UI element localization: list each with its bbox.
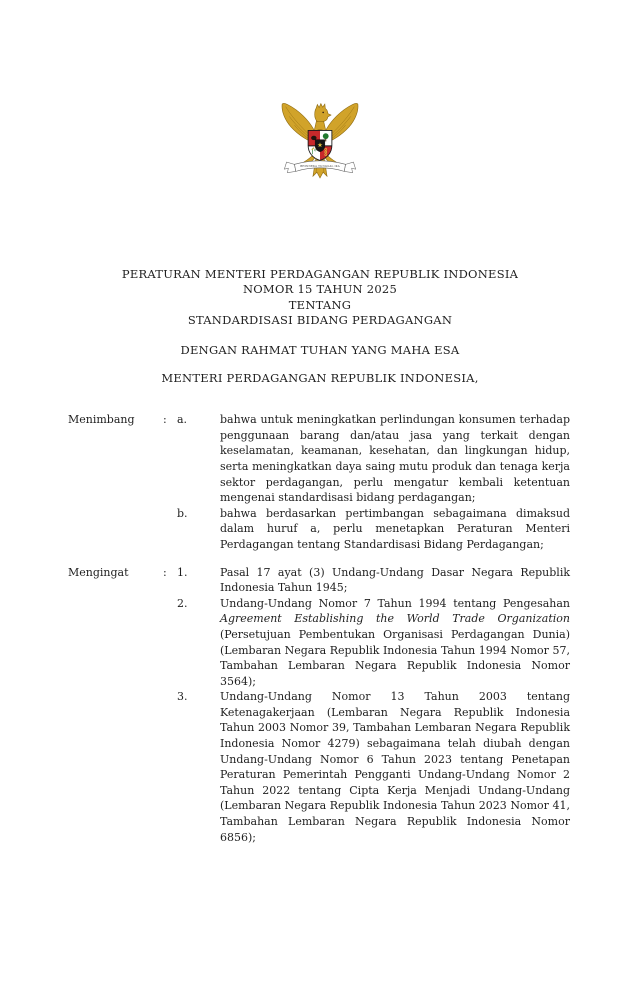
section-label: Mengingat [68, 565, 129, 579]
item-marker: b. [177, 506, 188, 520]
list-item [177, 412, 570, 506]
section-items [177, 565, 570, 846]
section-menimbang [68, 412, 570, 552]
section-label: Menimbang [68, 413, 135, 427]
title-block [0, 267, 640, 328]
issuing-authority-line: MENTERI PERDAGANGAN REPUBLIK INDONESIA, [161, 371, 479, 386]
item-marker: 1. [177, 565, 188, 579]
regulation-subject: STANDARDISASI BIDANG PERDAGANGAN [187, 312, 453, 327]
list-item [177, 506, 570, 553]
section-colon: : [163, 413, 167, 427]
invocation-line: DENGAN RAHMAT TUHAN YANG MAHA ESA [180, 343, 460, 358]
item-text: Undang-Undang Nomor 13 Tahun 2003 tentang Ketenagakerjaan (Lembaran Negara Republik Indonesia Tahun 2003 Nomor 39, Tambahan Lembaran Negara Republik Indonesia Nomor 4279) sebagaimana telah diubah dengan Undang-Undang Nomor 6 Tahun 2023 tentang Penetapan Peraturan Pemerintah Pengganti Undang-Undang Nomor 2 Tahun 2022 tentang Cipta Kerja Menjadi Undang-Undang (Lembaran Negara Republik Indonesia Tahun 2023 Nomor 41, Tambahan Lembaran Negara Republik Indonesia Nomor 6856); [220, 690, 570, 844]
list-item [177, 596, 570, 690]
emblem-container [0, 0, 640, 187]
preamble-sections [68, 412, 570, 845]
item-text: Pasal 17 ayat (3) Undang-Undang Dasar Negara Republik Indonesia Tahun 1945; [220, 565, 570, 595]
item-marker: 3. [177, 690, 188, 704]
section-items [177, 412, 570, 552]
garuda-eye [322, 112, 324, 114]
item-text: bahwa untuk meningkatkan perlindungan konsumen terhadap penggunaan barang dan/atau jasa yang terkait dengan keselamatan, keamanan, kesehatan, dan lingkungan hidup, serta meningkatkan daya saing mutu produk dan tenaga kerja sektor perdagangan, perlu mengatur kembali ketentuan mengenai standardisasi bidang perdagangan; [220, 413, 570, 505]
list-item [177, 689, 570, 845]
regulation-number: NOMOR 15 TAHUN 2025 [242, 282, 398, 297]
list-item [177, 565, 570, 596]
section-mengingat [68, 565, 570, 846]
item-marker: a. [177, 413, 188, 427]
item-marker: 2. [177, 596, 188, 610]
motto-text: BHINNEKA TUNGGAL IKA [300, 164, 340, 168]
garuda-pancasila-emblem [276, 95, 364, 187]
tentang-label: TENTANG [288, 297, 352, 312]
item-text: bahwa berdasarkan pertimbangan sebagaimana dimaksud dalam huruf a, perlu menetapkan Peraturan Menteri Perdagangan tentang Standardisasi Bidang Perdagangan; [220, 506, 570, 551]
item-text: Undang-Undang Nomor 7 Tahun 1994 tentang Pengesahan Agreement Establishing the World Trade Organization (Persetujuan Pembentukan Organisasi Perdagangan Dunia) (Lembaran Negara Republik Indonesia Tahun 1994 Nomor 57, Tambahan Lembaran Negara Republik Indonesia Nomor 3564); [220, 596, 570, 688]
section-colon: : [163, 565, 167, 579]
regulation-name: PERATURAN MENTERI PERDAGANGAN REPUBLIK INDONESIA [121, 267, 519, 281]
